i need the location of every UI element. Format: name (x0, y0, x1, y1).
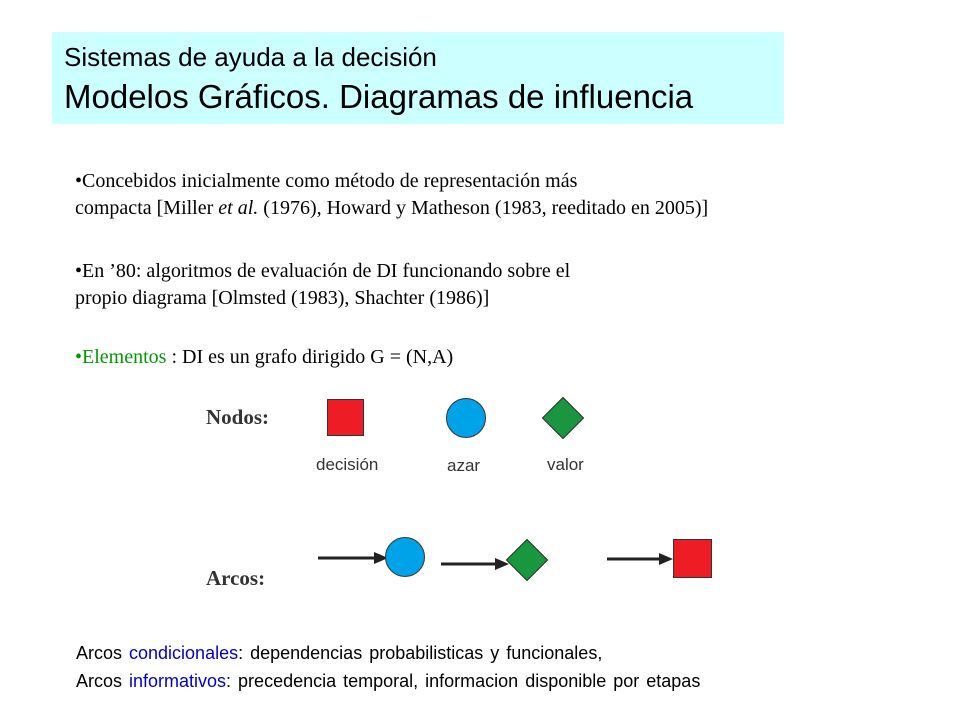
value-node-icon (542, 397, 584, 439)
footer-line1-pre: Arcos (76, 643, 130, 663)
arcos-label: Arcos: (206, 566, 266, 590)
bullet-elements-highlight: •Elementos (75, 346, 167, 368)
footer-line2-post: : precedencia temporal, informacion disponible por etapas (226, 671, 701, 691)
decision-label: decisión (316, 455, 379, 474)
chance-label: azar (447, 456, 481, 475)
footer-line2-pre: Arcos (76, 671, 130, 691)
footer-line-informative (76, 671, 700, 692)
decision-node-icon (327, 399, 364, 436)
bullet-elements-rest: : DI es un grafo dirigido G = (N,A) (166, 346, 454, 368)
bullet-eighties-line1: •En ’80: algoritmos de evaluación de DI funcionando sobre el (75, 260, 571, 282)
bullet-conceived-line2 (75, 195, 708, 222)
bullet-eighties (75, 258, 570, 312)
footer-line-conditional (76, 643, 602, 664)
bullet-conceived-line2-pre: compacta [Miller (75, 197, 219, 219)
bullet-eighties-line2: propio diagrama [Olmsted (1983), Shachter (1986)] (75, 287, 490, 309)
bullet-conceived-line2-em: et al. (218, 197, 259, 219)
arc-arrow-icon (441, 554, 509, 574)
bullet-conceived-line1: •Concebidos inicialmente como método de representación más (75, 170, 578, 192)
arc-arrow-icon (318, 548, 388, 568)
value-label: valor (547, 455, 584, 474)
footer-line2-highlight: informativos (129, 671, 227, 691)
bullet-conceived (75, 168, 708, 222)
arc-chance-node-icon (385, 537, 425, 577)
chance-node-icon (446, 398, 486, 438)
arc-decision-node-icon (673, 539, 712, 578)
slide-subtitle: Sistemas de ayuda a la decisión (64, 42, 437, 72)
nodos-label: Nodos: (206, 405, 270, 429)
bullet-elements (75, 344, 453, 371)
footer-line1-highlight: condicionales (129, 643, 239, 663)
bullet-conceived-line2-post: (1976), Howard y Matheson (1983, reeditado en 2005)] (258, 197, 709, 219)
slide-title: Modelos Gráficos. Diagramas de influencia (64, 78, 694, 115)
arc-value-node-icon (506, 539, 548, 581)
arc-arrow-icon (607, 549, 673, 569)
title-banner (52, 32, 784, 124)
footer-line1-post: : dependencias probabilisticas y funcionales, (238, 643, 603, 663)
